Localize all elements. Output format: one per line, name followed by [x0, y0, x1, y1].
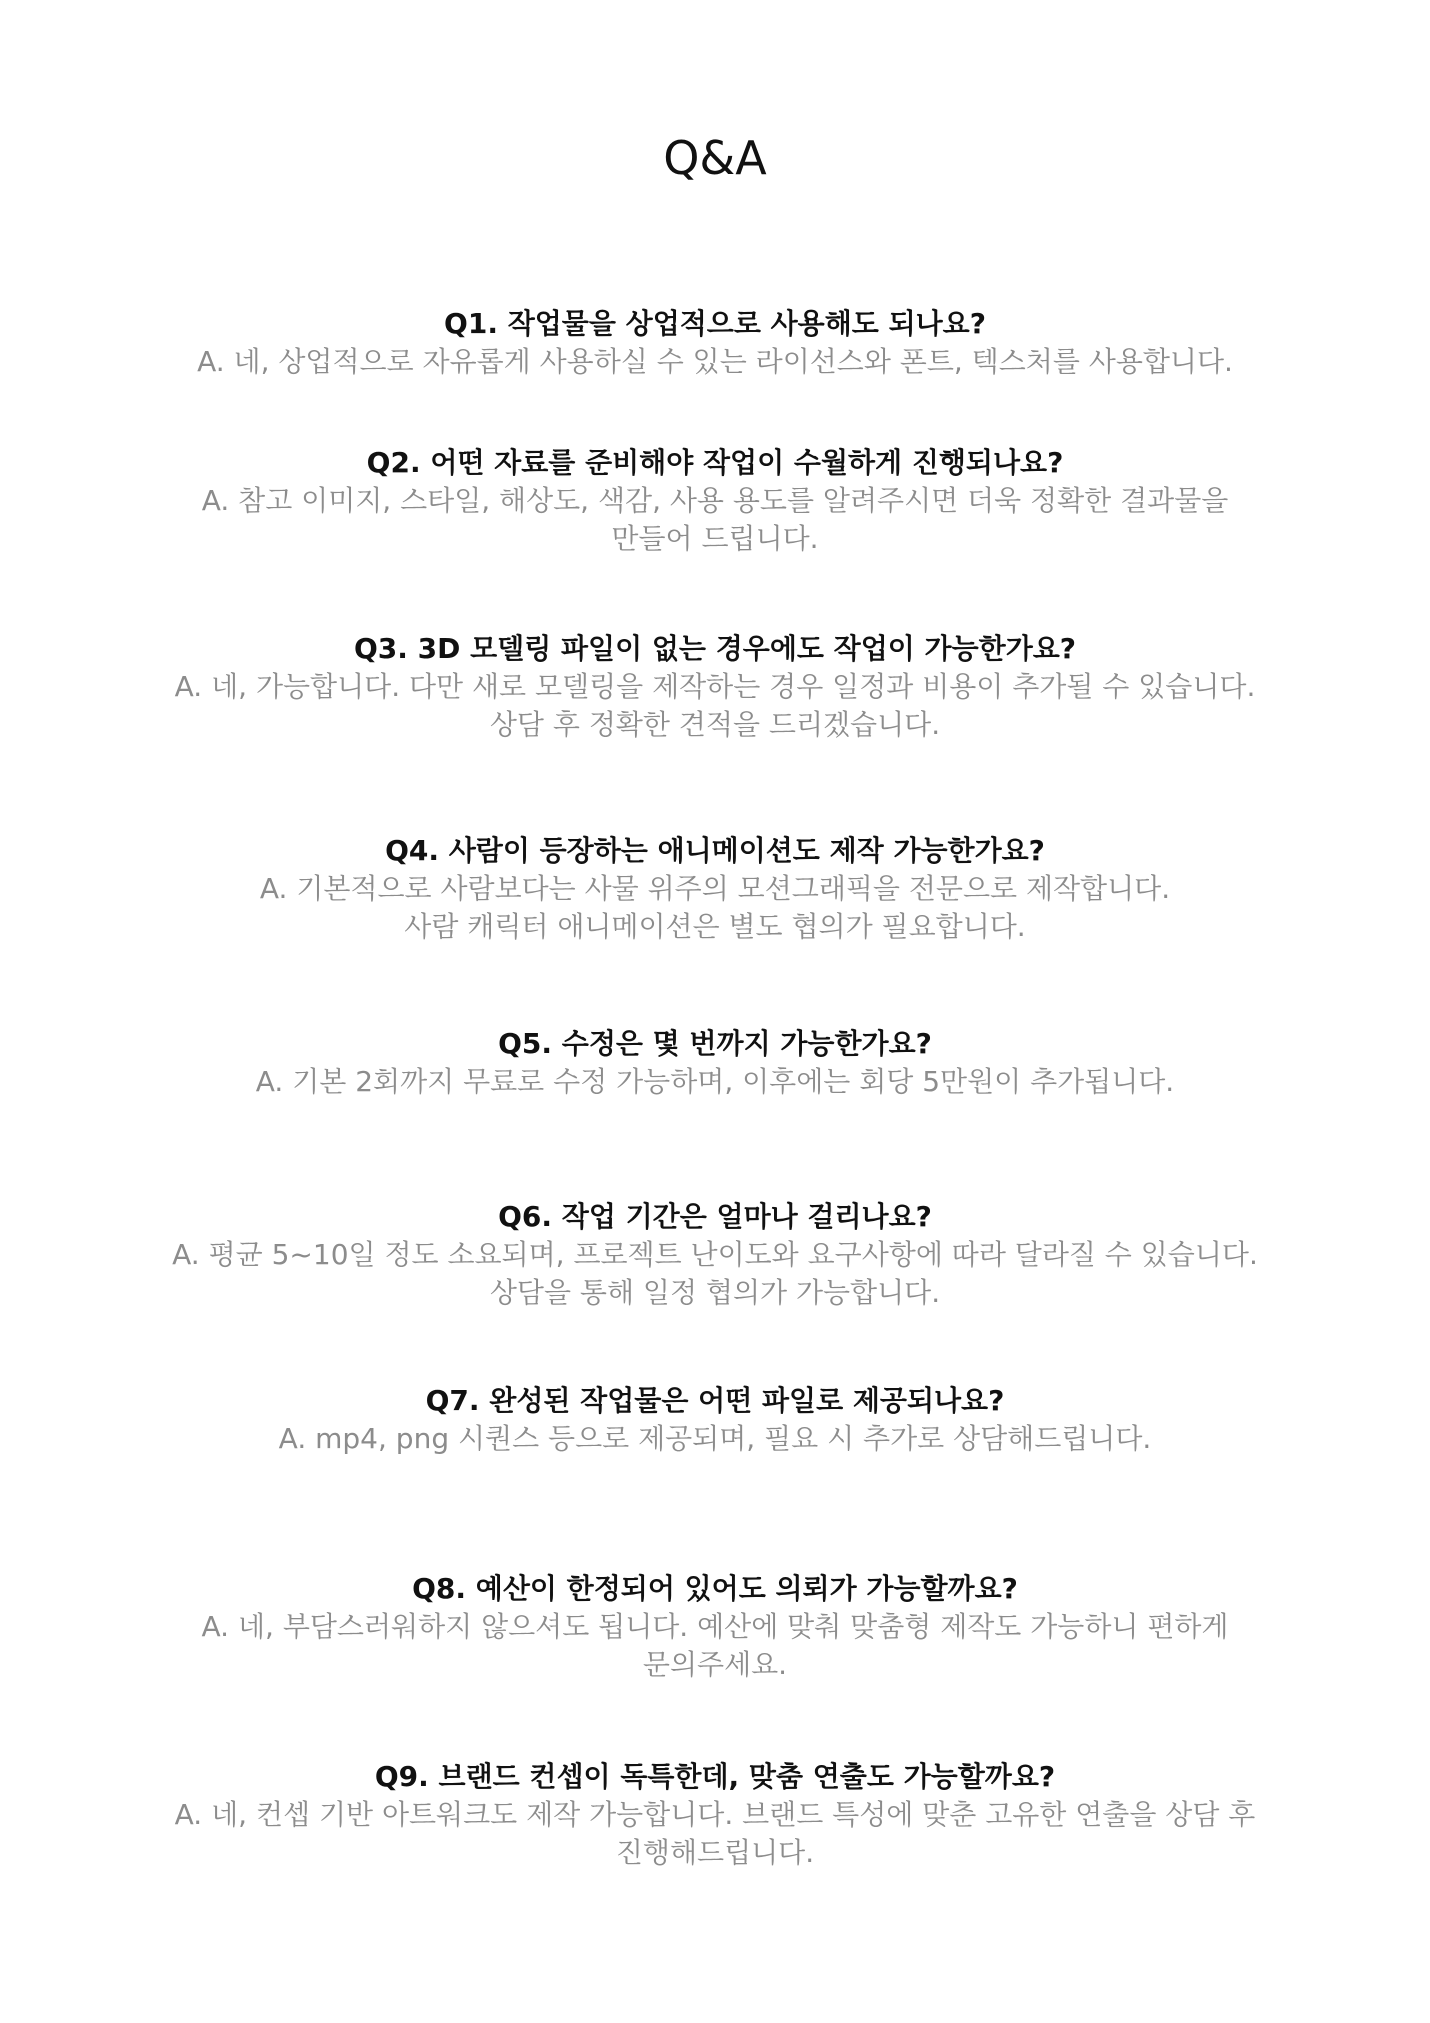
answer-line: A. 참고 이미지, 스타일, 해상도, 색감, 사용 용도를 알려주시면 더욱 정확한 결과물을	[201, 484, 1229, 517]
answer-line: A. 기본적으로 사람보다는 사물 위주의 모션그래픽을 전문으로 제작합니다.	[259, 872, 1171, 905]
question: Q5. 수정은 몇 번까지 가능한가요?	[498, 1027, 932, 1060]
question: Q7. 완성된 작업물은 어떤 파일로 제공되나요?	[425, 1384, 1005, 1417]
question: Q4. 사람이 등장하는 애니메이션도 제작 가능한가요?	[385, 834, 1045, 867]
question: Q8. 예산이 한정되어 있어도 의뢰가 가능할까요?	[412, 1572, 1018, 1605]
question: Q9. 브랜드 컨셉이 독특한데, 맞춤 연출도 가능할까요?	[374, 1760, 1056, 1793]
qa-item-5	[0, 1025, 1430, 1101]
answer-line: 상담 후 정확한 견적을 드리겠습니다.	[489, 708, 941, 741]
answer-line: 만들어 드립니다.	[611, 522, 819, 555]
qa-item-1	[0, 305, 1430, 381]
answer-line: 문의주세요.	[642, 1648, 788, 1681]
page-title: Q&A	[663, 131, 767, 185]
qa-item-4	[0, 832, 1430, 946]
answer-line: A. 네, 상업적으로 자유롭게 사용하실 수 있는 라이선스와 폰트, 텍스처를 사용합니다.	[197, 345, 1233, 378]
answer-line: 진행해드립니다.	[615, 1836, 815, 1869]
qa-item-7	[0, 1382, 1430, 1458]
answer-line: A. 기본 2회까지 무료로 수정 가능하며, 이후에는 회당 5만원이 추가됩니다.	[255, 1065, 1175, 1098]
qa-item-8	[0, 1570, 1430, 1684]
qa-item-6	[0, 1198, 1430, 1312]
question: Q1. 작업물을 상업적으로 사용해도 되나요?	[444, 307, 986, 340]
qa-item-3	[0, 630, 1430, 744]
answer-line: A. 네, 가능합니다. 다만 새로 모델링을 제작하는 경우 일정과 비용이 추가될 수 있습니다.	[174, 670, 1256, 703]
answer-line: A. 네, 컨셉 기반 아트워크도 제작 가능합니다. 브랜드 특성에 맞춘 고유한 연출을 상담 후	[174, 1798, 1256, 1831]
question: Q3. 3D 모델링 파일이 없는 경우에도 작업이 가능한가요?	[353, 632, 1077, 665]
answer-line: 상담을 통해 일정 협의가 가능합니다.	[489, 1276, 941, 1309]
answer-line: A. 평균 5~10일 정도 소요되며, 프로젝트 난이도와 요구사항에 따라 달라질 수 있습니다.	[172, 1238, 1258, 1271]
qa-item-9	[0, 1758, 1430, 1872]
answer-line: A. mp4, png 시퀀스 등으로 제공되며, 필요 시 추가로 상담해드립니다.	[278, 1422, 1152, 1455]
qa-item-2	[0, 444, 1430, 558]
question: Q2. 어떤 자료를 준비해야 작업이 수월하게 진행되나요?	[366, 446, 1064, 479]
question: Q6. 작업 기간은 얼마나 걸리나요?	[498, 1200, 932, 1233]
answer-line: 사람 캐릭터 애니메이션은 별도 협의가 필요합니다.	[404, 910, 1026, 943]
answer-line: A. 네, 부담스러워하지 않으셔도 됩니다. 예산에 맞춰 맞춤형 제작도 가능하니 편하게	[201, 1610, 1229, 1643]
